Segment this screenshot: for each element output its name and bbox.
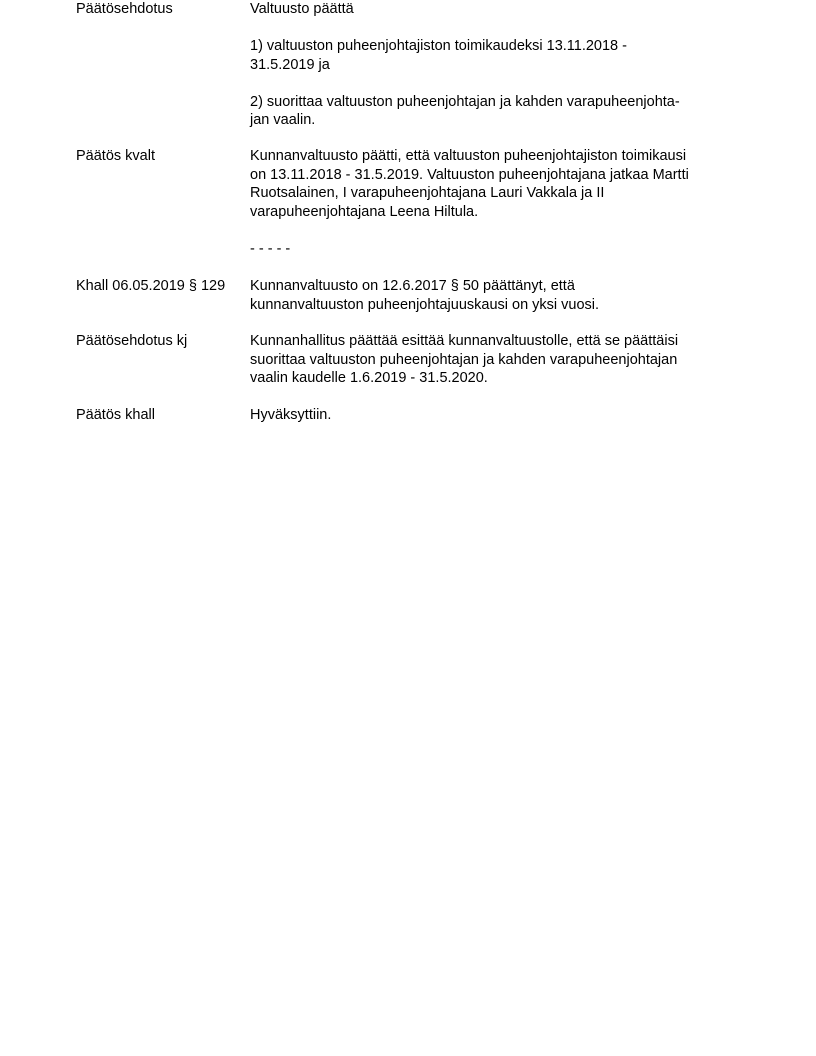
paragraph — [250, 37, 750, 74]
paragraph — [250, 93, 750, 130]
text-line: 1) valtuuston puheenjohtajiston toimikaudeksi 13.11.2018 - — [250, 38, 627, 54]
section-label: Päätösehdotus kj — [76, 333, 188, 349]
text-line: on 13.11.2018 - 31.5.2019. Valtuuston puheenjohtajana jatkaa Martti — [250, 166, 689, 183]
paragraph — [250, 240, 750, 259]
section-label: Khall 06.05.2019 § 129 — [76, 278, 226, 294]
text-line: suorittaa valtuuston puheenjohtajan ja kahden varapuheenjohtajan — [250, 351, 678, 368]
section-label: Päätös kvalt — [76, 148, 155, 164]
text-line: Hyväksyttiin. — [250, 407, 332, 423]
text-line: 2) suorittaa valtuuston puheenjohtajan ja kahden varapuheenjohta- — [250, 93, 680, 110]
paragraph — [250, 406, 750, 425]
paragraph — [250, 0, 750, 19]
text-line: Kunnanvaltuusto päätti, että valtuuston puheenjohtajiston toimikausi — [250, 148, 687, 164]
text-line: Valtuusto päättä — [250, 1, 354, 17]
text-line: kunnanvaltuuston puheenjohtajuuskausi on yksi vuosi. — [250, 296, 600, 313]
text-line: 31.5.2019 ja — [250, 56, 330, 73]
section-label: Päätösehdotus — [76, 1, 173, 17]
paragraph — [250, 147, 750, 221]
text-line: Kunnanvaltuusto on 12.6.2017 § 50 päättänyt, että — [250, 278, 575, 294]
section-body — [250, 332, 750, 388]
separator-dashes: - - - - - — [250, 240, 291, 257]
text-line: vaalin kaudelle 1.6.2019 - 31.5.2020. — [250, 370, 488, 386]
text-line: jan vaalin. — [250, 112, 316, 128]
paragraph — [250, 332, 750, 388]
section-body — [250, 406, 750, 425]
section-label: Päätös khall — [76, 407, 155, 423]
text-line: Kunnanhallitus päättää esittää kunnanvaltuustolle, että se päättäisi — [250, 333, 679, 349]
paragraph — [250, 277, 750, 314]
section-body — [250, 147, 750, 258]
section-body — [250, 0, 750, 130]
text-line: varapuheenjohtajana Leena Hiltula. — [250, 203, 479, 220]
text-line: Ruotsalainen, I varapuheenjohtajana Lauri Vakkala ja II — [250, 185, 605, 201]
section-body — [250, 277, 750, 314]
